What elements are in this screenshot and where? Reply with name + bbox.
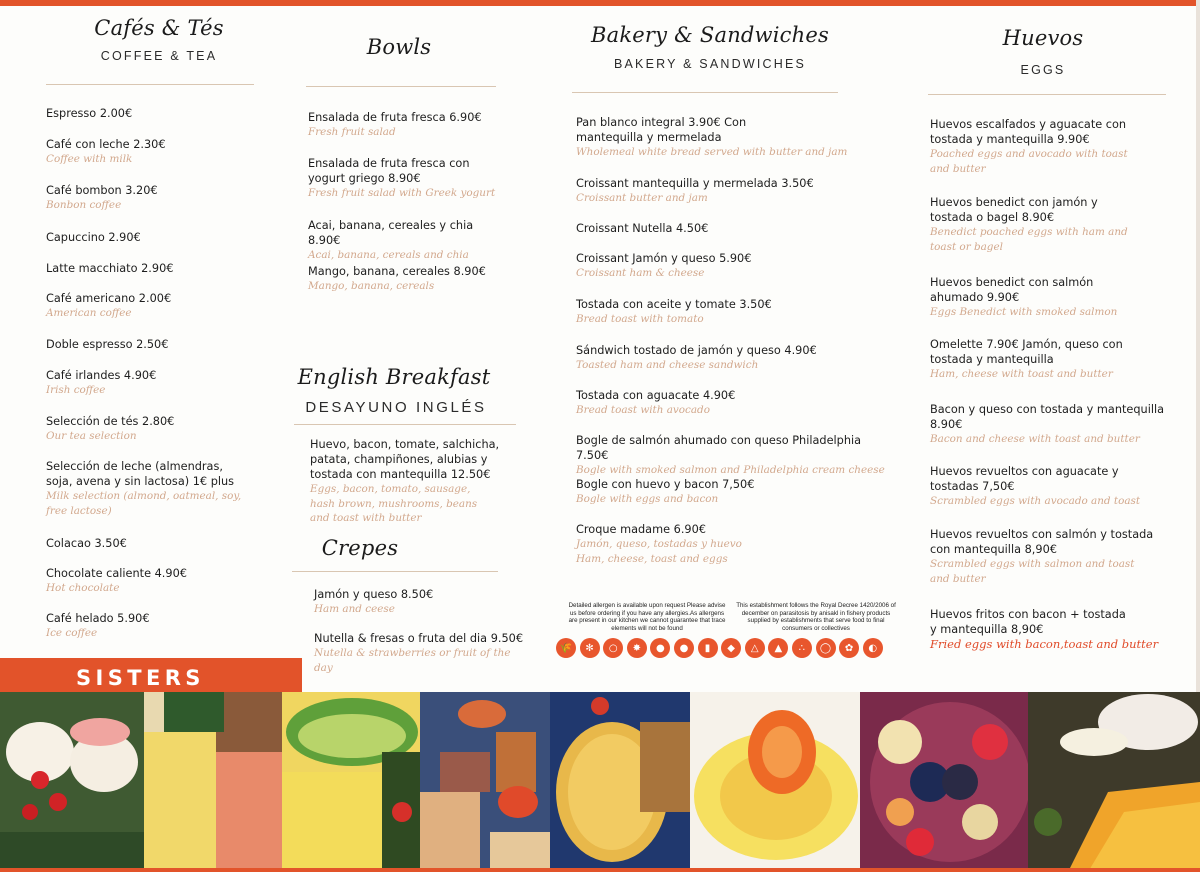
item-translation: Fried eggs with bacon,toast and butter: [930, 637, 1159, 651]
item-translation: Nutella & strawberries or fruit of the day: [314, 647, 511, 674]
item-translation: Croissant butter and jam: [576, 192, 708, 204]
english-breakfast-rule: [294, 424, 516, 425]
item-translation: Bacon and cheese with toast and butter: [930, 433, 1140, 445]
item-name: Latte macchiato 2.90€: [46, 262, 174, 275]
menu-item: [308, 264, 508, 294]
item-translation: Bogle with eggs and bacon: [576, 493, 719, 505]
allergen-notice: [556, 600, 900, 664]
menu-item: [930, 275, 1166, 320]
menu-item: [576, 343, 886, 373]
menu-item: [576, 115, 858, 160]
bakery-rule: [572, 92, 838, 93]
right-border: [1196, 0, 1200, 700]
item-name: Colacao 3.50€: [46, 537, 127, 550]
photo-avocado-toast: [282, 692, 420, 872]
menu-item: [930, 607, 1166, 652]
item-name: Ensalada de fruta fresca 6.90€: [308, 111, 482, 124]
menu-item: [576, 522, 886, 566]
english-breakfast-title: English Breakfast: [297, 365, 491, 389]
photo-fruit-plate: [1028, 692, 1200, 872]
menu-item: [46, 137, 246, 167]
menu-item: [46, 536, 246, 551]
mustard-icon: ▲: [768, 638, 788, 658]
item-translation: Ham and ceese: [314, 603, 395, 615]
menu-item: [314, 587, 526, 617]
item-name: Croque madame 6.90€: [576, 523, 706, 536]
item-translation: Wholemeal white bread served with butter and jam: [576, 146, 848, 158]
menu-item: [46, 459, 246, 518]
item-translation: Our tea selection: [46, 430, 137, 442]
item-translation: Acai, banana, cereals and chia: [308, 249, 469, 261]
eggs-title: Huevos: [1002, 26, 1084, 50]
menu-item: [930, 117, 1166, 176]
item-name: Croissant Nutella 4.50€: [576, 222, 709, 235]
menu-item: [308, 218, 508, 263]
eggs-subtitle: EGGS: [1020, 63, 1066, 77]
bakery-subtitle: BAKERY & SANDWICHES: [613, 57, 807, 71]
item-name: Huevo, bacon, tomate, salchicha, patata, champiñones, alubias y tostada con mantequilla 12.50€: [310, 438, 500, 481]
eggs-rule: [928, 94, 1166, 95]
gluten-icon: 🌾: [556, 638, 576, 658]
item-translation: Scrambled eggs with avocado and toast: [930, 495, 1141, 507]
item-name: Bacon y queso con tostada y mantequilla 8.90€: [930, 403, 1165, 431]
item-name: Tostada con aguacate 4.90€: [576, 389, 736, 402]
nuts-icon: ◆: [721, 638, 741, 658]
allergen-note: Detailed allergen is available upon request Please advise us before ordering if you have any allergies.As allergens are present in our kitchen we cannot guarantee that trace elements will not be found: [568, 602, 726, 632]
photo-english-breakfast: [420, 692, 550, 872]
milk-icon: ▮: [698, 638, 718, 658]
photo-scrambled-salmon: [144, 692, 282, 872]
celery-icon: △: [745, 638, 765, 658]
mollusc-icon: ◐: [863, 638, 883, 658]
menu-item: [46, 414, 246, 444]
item-name: Café helado 5.90€: [46, 612, 150, 625]
item-name: Sándwich tostado de jamón y queso 4.90€: [576, 344, 817, 357]
menu-item: [46, 368, 246, 398]
food-photo-strip: [0, 692, 1200, 872]
anisakis-note: This establishment follows the Royal Decree 1420/2006 of december on parasitosis by anisakl in fishery products supplied by establishments that serve food to final consumers or collectives: [736, 602, 896, 632]
item-name: Espresso 2.00€: [46, 107, 133, 120]
item-name: Huevos benedict con salmón ahumado 9.90€: [930, 276, 1094, 304]
bakery-title: Bakery & Sandwiches: [591, 23, 829, 47]
soy-icon: ●: [674, 638, 694, 658]
item-translation: American coffee: [46, 307, 132, 319]
item-name: Café con leche 2.30€: [46, 138, 166, 151]
menu-item: [576, 176, 886, 206]
menu-item: [576, 433, 886, 478]
bowls-rule: [306, 86, 496, 87]
banner-line-1: SISTERS: [76, 666, 205, 690]
item-translation: Bonbon coffee: [46, 199, 122, 211]
bowls-title: Bowls: [366, 35, 432, 59]
menu-item: [308, 110, 508, 140]
item-translation: Benedict poached eggs with ham and toast or bagel: [930, 226, 1128, 253]
item-name: Huevos revueltos con salmón y tostada con mantequilla 8,90€: [930, 528, 1154, 556]
item-translation: Hot chocolate: [46, 582, 120, 594]
item-translation: Jamón, queso, tostadas y huevo Ham, cheese, toast and eggs: [576, 538, 742, 565]
item-name: Huevos benedict con jamón y tostada o bagel 8.90€: [930, 196, 1098, 224]
item-name: Selección de leche (almendras, soja, avena y sin lactosa) 1€ plus: [46, 460, 235, 488]
menu-item: [576, 388, 886, 418]
item-translation: Mango, banana, cereals: [308, 280, 435, 292]
item-translation: Irish coffee: [46, 384, 106, 396]
coffee-rule: [46, 84, 254, 85]
crepes-title: Crepes: [321, 536, 399, 560]
item-translation: Poached eggs and avocado with toast and butter: [930, 148, 1128, 175]
coffee-subtitle: COFFEE & TEA: [100, 49, 218, 63]
menu-item: [930, 402, 1166, 447]
menu-item: [46, 183, 246, 213]
bottom-border: [0, 868, 1200, 872]
item-name: Doble espresso 2.50€: [46, 338, 169, 351]
menu-item: [930, 337, 1166, 382]
item-name: Huevos escalfados y aguacate con tostada y mantequilla 9.90€: [930, 118, 1127, 146]
item-translation: Toasted ham and cheese sandwich: [576, 359, 759, 371]
item-name: Selección de tés 2.80€: [46, 415, 175, 428]
item-name: Chocolate caliente 4.90€: [46, 567, 187, 580]
menu-item: [46, 611, 246, 641]
photo-omelette: [550, 692, 690, 872]
menu-item: [930, 464, 1166, 509]
menu-item: [46, 106, 246, 121]
item-name: Bogle de salmón ahumado con queso Philadelphia 7.50€: [576, 434, 862, 462]
menu-item: [576, 251, 886, 281]
crustacean-icon: ✻: [580, 638, 600, 658]
english-breakfast-subtitle: DESAYUNO INGLÉS: [305, 399, 487, 416]
item-name: Croissant mantequilla y mermelada 3.50€: [576, 177, 814, 190]
peanut-icon: ●: [650, 638, 670, 658]
item-name: Bogle con huevo y bacon 7,50€: [576, 478, 755, 491]
fish-icon: ✸: [627, 638, 647, 658]
item-translation: Bogle with smoked salmon and Philadelphia cream cheese: [576, 464, 885, 476]
item-translation: Coffee with milk: [46, 153, 133, 165]
item-translation: Fresh fruit salad: [308, 126, 396, 138]
menu-item: [46, 337, 246, 352]
item-translation: Ice coffee: [46, 627, 98, 639]
item-name: Omelette 7.90€ Jamón, queso con tostada y mantequilla: [930, 338, 1123, 366]
item-name: Nutella & fresas o fruta del dia 9.50€: [314, 632, 524, 645]
item-name: Café irlandes 4.90€: [46, 369, 157, 382]
menu-item: [310, 437, 520, 526]
item-translation: Eggs, bacon, tomato, sausage, hash brown, mushrooms, beans and toast with butter: [310, 483, 478, 524]
menu-item: [46, 566, 246, 596]
item-name: Tostada con aceite y tomate 3.50€: [576, 298, 772, 311]
menu-item: [46, 230, 246, 245]
menu-item: [576, 221, 886, 236]
item-translation: Milk selection (almond, oatmeal, soy, free lactose): [46, 490, 242, 517]
item-translation: Eggs Benedict with smoked salmon: [930, 306, 1118, 318]
item-translation: Scrambled eggs with salmon and toast and butter: [930, 558, 1135, 585]
photo-acai-bowl: [860, 692, 1028, 872]
item-name: Huevos fritos con bacon + tostada y mantequilla 8,90€: [930, 608, 1126, 636]
menu-item: [314, 631, 526, 675]
item-translation: Fresh fruit salad with Greek yogurt: [308, 187, 496, 199]
menu-item: [576, 297, 886, 327]
item-name: Café bombon 3.20€: [46, 184, 158, 197]
lupin-icon: ✿: [839, 638, 859, 658]
item-name: Acai, banana, cereales y chia 8.90€: [308, 219, 474, 247]
item-name: Mango, banana, cereales 8.90€: [308, 265, 486, 278]
menu-item: [46, 261, 246, 276]
photo-crepe: [690, 692, 860, 872]
menu-item: [930, 527, 1166, 586]
top-border: [0, 0, 1200, 6]
egg-icon: ○: [603, 638, 623, 658]
item-name: Jamón y queso 8.50€: [314, 588, 434, 601]
item-translation: Croissant ham & cheese: [576, 267, 705, 279]
item-name: Pan blanco integral 3.90€ Con mantequilla y mermelada: [576, 116, 747, 144]
menu-item: [308, 156, 508, 201]
item-name: Ensalada de fruta fresca con yogurt griego 8.90€: [308, 157, 470, 185]
coffee-title: Cafés & Tés: [94, 16, 224, 40]
menu-item: [930, 195, 1166, 254]
menu-item: [46, 291, 246, 321]
item-name: Café americano 2.00€: [46, 292, 172, 305]
sesame-icon: ∴: [792, 638, 812, 658]
item-translation: Ham, cheese with toast and butter: [930, 368, 1113, 380]
photo-poached-eggs: [0, 692, 144, 872]
menu-item: [576, 477, 886, 507]
item-name: Huevos revueltos con aguacate y tostadas 7,50€: [930, 465, 1119, 493]
crepes-rule: [292, 571, 498, 572]
item-name: Capuccino 2.90€: [46, 231, 141, 244]
item-translation: Bread toast with tomato: [576, 313, 704, 325]
allergen-icons: [556, 638, 883, 658]
item-name: Croissant Jamón y queso 5.90€: [576, 252, 752, 265]
sulphite-icon: ◯: [816, 638, 836, 658]
item-translation: Bread toast with avocado: [576, 404, 710, 416]
